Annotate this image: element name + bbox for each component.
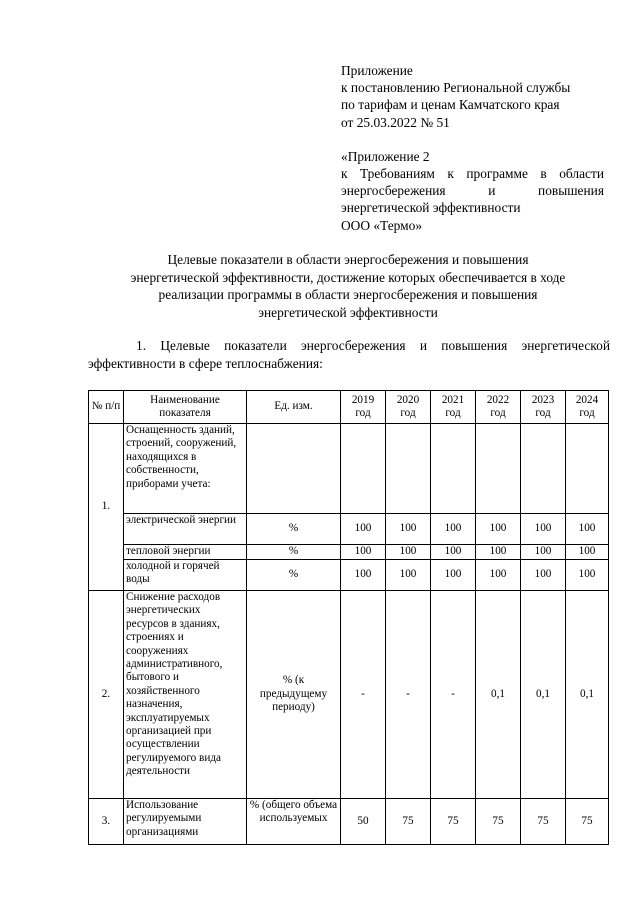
value-cell: 100 <box>566 560 609 591</box>
table-subrow <box>89 560 609 591</box>
row-name: Оснащенность зданий, строений, сооружений, находящихся в собственности, приборами учета: <box>124 424 247 514</box>
value-cell: - <box>341 591 386 799</box>
header-year: 2021 год <box>431 391 476 424</box>
value-cell: 100 <box>566 545 609 560</box>
subrow-name: электрической энергии <box>124 514 247 545</box>
subrow-name: холодной и горячей воды <box>124 560 247 591</box>
empty-cell <box>386 424 431 514</box>
annex-block <box>341 62 604 234</box>
annex-line: Приложение <box>341 63 413 78</box>
header-num: № п/п <box>89 391 124 424</box>
value-cell: 100 <box>431 560 476 591</box>
empty-cell <box>521 424 566 514</box>
header-unit: Ед. изм. <box>247 391 341 424</box>
unit-cell: % (к предыдущему периоду) <box>247 591 341 799</box>
row-number: 1. <box>89 424 124 591</box>
row-number: 3. <box>89 799 124 845</box>
value-cell: 75 <box>431 799 476 845</box>
annex-line: к Требованиям к программе в области <box>341 166 604 182</box>
intro-paragraph <box>88 337 610 372</box>
value-cell: 0,1 <box>476 591 521 799</box>
table-row <box>89 424 609 514</box>
value-cell: 0,1 <box>566 591 609 799</box>
value-cell: 100 <box>521 545 566 560</box>
value-cell: 75 <box>386 799 431 845</box>
header-name: Наименование показателя <box>124 391 247 424</box>
header-year: 2020 год <box>386 391 431 424</box>
header-year: 2022 год <box>476 391 521 424</box>
table-row <box>89 799 609 845</box>
empty-cell <box>431 424 476 514</box>
unit-cell: % (общего объема используемых <box>247 799 341 845</box>
empty-cell <box>476 424 521 514</box>
value-cell: 100 <box>386 545 431 560</box>
row-name: Использование регулируемыми организациями <box>124 799 247 845</box>
value-cell: 75 <box>476 799 521 845</box>
empty-cell <box>566 424 609 514</box>
annex-date-line: от 25.03.2022 № 51 <box>341 114 450 130</box>
annex-line: по тарифам и ценам Камчатского края <box>341 97 560 113</box>
value-cell: 100 <box>386 514 431 545</box>
header-year: 2023 год <box>521 391 566 424</box>
value-cell: 100 <box>431 514 476 545</box>
value-cell: 0,1 <box>521 591 566 799</box>
intro-line: 1. Целевые показатели энергосбережения и повышения энергетической <box>136 338 610 353</box>
value-cell: 100 <box>476 514 521 545</box>
value-cell: - <box>386 591 431 799</box>
unit-cell: % <box>247 545 341 560</box>
value-cell: 100 <box>476 545 521 560</box>
row-number: 2. <box>89 591 124 799</box>
value-cell: 50 <box>341 799 386 845</box>
empty-cell <box>341 424 386 514</box>
value-cell: 100 <box>521 560 566 591</box>
value-cell: - <box>431 591 476 799</box>
title-line: Целевые показатели в области энергосбережения и повышения <box>167 252 529 267</box>
annex-line: ООО «Термо» <box>341 217 423 233</box>
title-line: энергетической эффективности, достижение которых обеспечивается в ходе <box>130 269 566 285</box>
table-subrow <box>89 545 609 560</box>
value-cell: 75 <box>566 799 609 845</box>
indicators-table <box>88 390 609 845</box>
row-name: Снижение расходов энергетических ресурсов в зданиях, строениях и сооружениях административного, бытового и хозяйственного назначения, эксплуатируемых организацией при осуществлении регулируемого вида деятельности <box>124 591 247 799</box>
value-cell: 100 <box>566 514 609 545</box>
annex-line: энергетической эффективности <box>341 200 521 216</box>
intro-line: эффективности в сфере теплоснабжения: <box>88 355 323 371</box>
value-cell: 100 <box>341 560 386 591</box>
empty-cell <box>247 424 341 514</box>
table-row <box>89 591 609 799</box>
value-cell: 75 <box>521 799 566 845</box>
header-year: 2019 год <box>341 391 386 424</box>
annex-line: энергосбережения и повышения <box>341 183 604 199</box>
title-line: энергетической эффективности <box>258 304 438 320</box>
annex-line: к постановлению Региональной службы <box>341 80 571 96</box>
value-cell: 100 <box>341 545 386 560</box>
value-cell: 100 <box>476 560 521 591</box>
spacer <box>341 131 604 148</box>
value-cell: 100 <box>386 560 431 591</box>
table-header-row <box>89 391 609 424</box>
unit-cell: % <box>247 560 341 591</box>
title-line: реализации программы в области энергосбережения и повышения <box>158 287 538 303</box>
document-title <box>88 251 608 321</box>
unit-cell: % <box>247 514 341 545</box>
subrow-name: тепловой энергии <box>124 545 247 560</box>
annex-line: «Приложение 2 <box>341 148 430 164</box>
table-subrow <box>89 514 609 545</box>
value-cell: 100 <box>521 514 566 545</box>
value-cell: 100 <box>431 545 476 560</box>
value-cell: 100 <box>341 514 386 545</box>
header-year: 2024 год <box>566 391 609 424</box>
